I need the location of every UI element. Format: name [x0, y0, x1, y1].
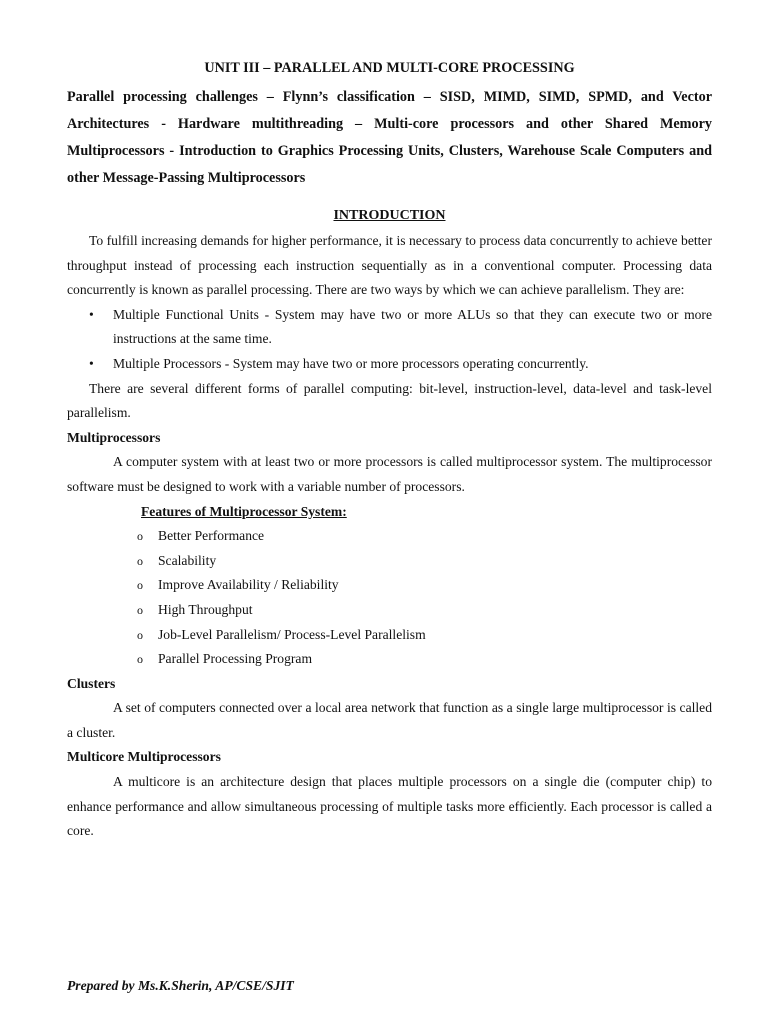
bullet-icon: • [89, 306, 94, 322]
parallelism-ways-list [67, 303, 712, 377]
list-item-text: Multiple Processors - System may have two or more processors operating concurrently. [113, 355, 589, 371]
list-item [67, 303, 712, 352]
feature-text: Parallel Processing Program [158, 651, 313, 667]
multicore-heading: Multicore Multiprocessors [67, 749, 221, 765]
feature-text: Scalability [158, 552, 217, 568]
list-item [67, 623, 712, 648]
circle-bullet-icon: o [137, 627, 143, 642]
introduction-heading: INTRODUCTION [333, 208, 446, 223]
list-item [67, 352, 712, 377]
unit-title: UNIT III – PARALLEL AND MULTI-CORE PROCESSING [204, 60, 575, 76]
feature-text: Improve Availability / Reliability [158, 577, 339, 593]
bullet-icon: • [89, 355, 94, 371]
circle-bullet-icon: o [137, 529, 143, 544]
features-list [67, 524, 712, 672]
circle-bullet-icon: o [137, 602, 143, 617]
unit-topics: Parallel processing challenges – Flynn’s classification – SISD, MIMD, SIMD, SPMD, and Vector Architectures - Hardware multithreading – Multi-core processors and other Shared Memory Multiprocessors - Introduction to Graphics Processing Units, Clusters, Warehouse Scale Computers and other Message-Passing Multiprocessors [67, 89, 712, 186]
feature-text: Job-Level Parallelism/ Process-Level Parallelism [158, 626, 426, 642]
feature-text: Better Performance [158, 528, 265, 544]
multicore-paragraph: A multicore is an architecture design that places multiple processors on a single die (computer chip) to enhance performance and allow simultaneous processing of multiple tasks more efficiently. Each processor is called a core. [67, 774, 712, 839]
list-item [67, 549, 712, 574]
list-item [67, 598, 712, 623]
footer-author: Prepared by Ms.K.Sherin, AP/CSE/SJIT [67, 978, 294, 993]
circle-bullet-icon: o [137, 652, 143, 667]
feature-text: High Throughput [158, 601, 253, 617]
list-item [67, 647, 712, 672]
introduction-paragraph: To fulfill increasing demands for higher performance, it is necessary to process data concurrently to achieve better throughput instead of processing each instruction sequentially as in a conventional computer. Processing data concurrently is known as parallel processing. There are two ways by which we can achieve parallelism. They are: [67, 233, 712, 298]
circle-bullet-icon: o [137, 553, 143, 568]
features-heading: Features of Multiprocessor System: [141, 503, 347, 519]
clusters-heading: Clusters [67, 675, 116, 691]
parallel-forms-paragraph: There are several different forms of parallel computing: bit-level, instruction-level, data-level and task-level parallelism. [67, 380, 712, 421]
circle-bullet-icon: o [137, 578, 143, 593]
clusters-paragraph: A set of computers connected over a local area network that function as a single large multiprocessor is called a cluster. [67, 700, 712, 740]
list-item [67, 524, 712, 549]
multiprocessors-heading: Multiprocessors [67, 429, 161, 445]
document-page [67, 58, 712, 844]
list-item-text: Multiple Functional Units - System may have two or more ALUs so that they can execute two or more instructions at the same time. [113, 306, 712, 347]
multiprocessors-paragraph: A computer system with at least two or more processors is called multiprocessor system. The multiprocessor software must be designed to work with a variable number of processors. [67, 454, 712, 494]
list-item [67, 573, 712, 598]
